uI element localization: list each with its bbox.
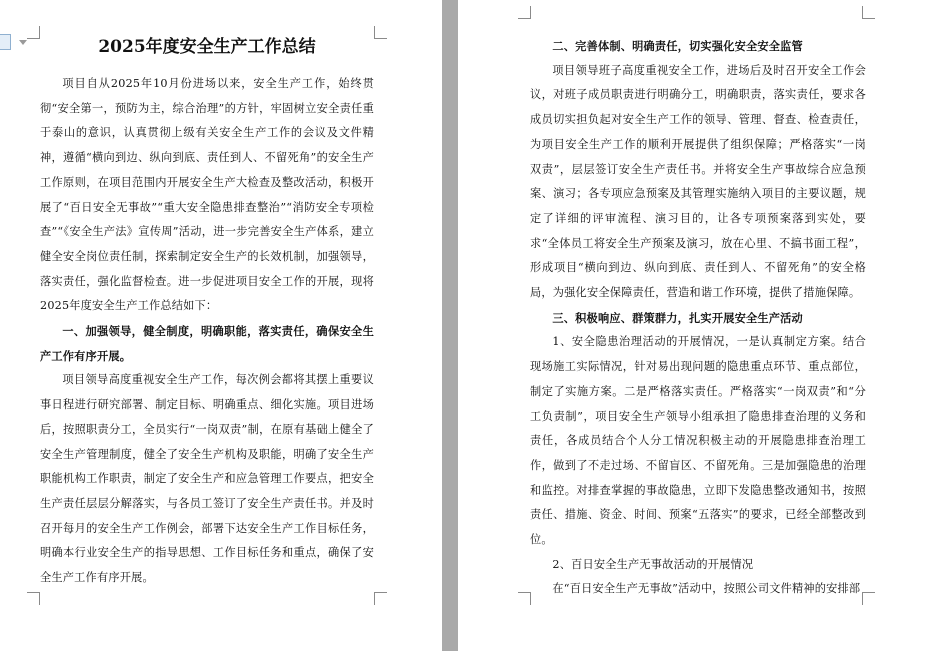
page-body — [40, 72, 374, 591]
chevron-down-icon[interactable] — [19, 40, 27, 45]
section-heading: 三、积极响应、群策群力，扎实开展安全生产活动 — [552, 310, 803, 325]
document-icon[interactable] — [0, 34, 11, 50]
body-paragraph: 项目领导班子高度重视安全工作，进场后及时召开安全工作会议，对班子成员职责进行明确分工，明确职责，落实责任，要求各成员切实担负起对安全生产工作的领导、管理、督查、检查责任，为项目安全生产工作的顺利开展提供了组织保障；严格落实“一岗双责”，层层签订安全生产责任书。并将安全生产事故综合应急预案、演习；各专项应急预案及其管理实施纳入项目的主要议题，规定了详细的评审流程、演习目的，让各专项预案落到实处，要求“全体员工将安全生产预案及演习，放在心里、不搞书面工程”，形成项目“横向到边、纵向到底、责任到人、不留死角”的安全格局，为强化安全保障责任，营造和谐工作环境，提供了措施保障。 — [530, 63, 866, 300]
document-page-left — [0, 0, 442, 651]
crop-mark — [862, 6, 875, 19]
document-title: 2025年度安全生产工作总结 — [98, 37, 316, 57]
crop-mark — [374, 26, 387, 39]
body-paragraph: 1、安全隐患治理活动的开展情况，一是认真制定方案。结合现场施工实际情况，针对易出现问题的隐患重点环节、重点部位，制定了实施方案。二是严格落实责任。严格落实“一岗双责”和“分工负责制”，项目安全生产领导小组承担了隐患排查治理的义务和责任，各成员结合个人分工情况积极主动的开展隐患排查治理工作，做到了不走过场、不留盲区、不留死角。三是加强隐患的治理和监控。对排查掌握的事故隐患，立即下发隐患整改通知书，按照责任、措施、资金、时间、预案“五落实”的要求，已经全部整改到位。 — [530, 335, 866, 547]
body-paragraph: 在“百日安全生产无事故”活动中，按照公司文件精神的安排部 — [552, 582, 861, 596]
page-gap — [442, 0, 458, 651]
crop-mark — [374, 592, 387, 605]
body-paragraph: 项目领导高度重视安全生产工作，每次例会都将其摆上重要议事日程进行研究部署、制定目标、明确重点、细化实施。项目进场后，按照职责分工，全员实行“一岗双责”制，在原有基础上健全了安全生产管理制度，健全了安全生产机构及职能，明确了安全生产职能机构工作职责，制定了安全生产和应急管理工作要点，把安全生产责任层层分解落实，与各员工签订了安全生产责任书。并及时召开每月的安全生产工作例会，部署下达安全生产工作目标任务，明确本行业安全生产的指导思想、工作目标任务和重点，确保了安全生产工作有序开展。 — [40, 373, 374, 585]
document-page-right — [458, 0, 942, 651]
section-heading: 一、加强领导，健全制度，明确职能，落实责任，确保安全生产工作有序开展。 — [40, 324, 374, 363]
crop-mark — [27, 592, 40, 605]
crop-mark — [27, 26, 40, 39]
page-body — [530, 34, 866, 602]
intro-paragraph: 项目自从2025年10月份进场以来，安全生产工作，始终贯彻“安全第一，预防为主，综合治理”的方针，牢固树立安全责任重于泰山的意识，认真贯彻上级有关安全生产工作的会议及文件精神，遵循“横向到边、纵向到底、责任到人、不留死角”的安全生产工作原则，在项目范围内开展安全生产大检查及整改活动，积极开展了“百日安全无事故”“重大安全隐患排查整治”“消防安全专项检查”“《安全生产法》宣传周”活动，进一步完善安全生产体系，建立健全安全岗位责任制，探索制定安全生产的长效机制，加强领导，落实责任，强化监督检查。进一步促进项目安全工作的开展，现将2025年度安全生产工作总结如下： — [40, 77, 374, 313]
crop-mark — [518, 6, 531, 19]
section-heading: 二、完善体制、明确责任，切实强化安全安全监管 — [552, 39, 803, 53]
body-paragraph: 2、百日安全生产无事故活动的开展情况 — [552, 557, 754, 571]
